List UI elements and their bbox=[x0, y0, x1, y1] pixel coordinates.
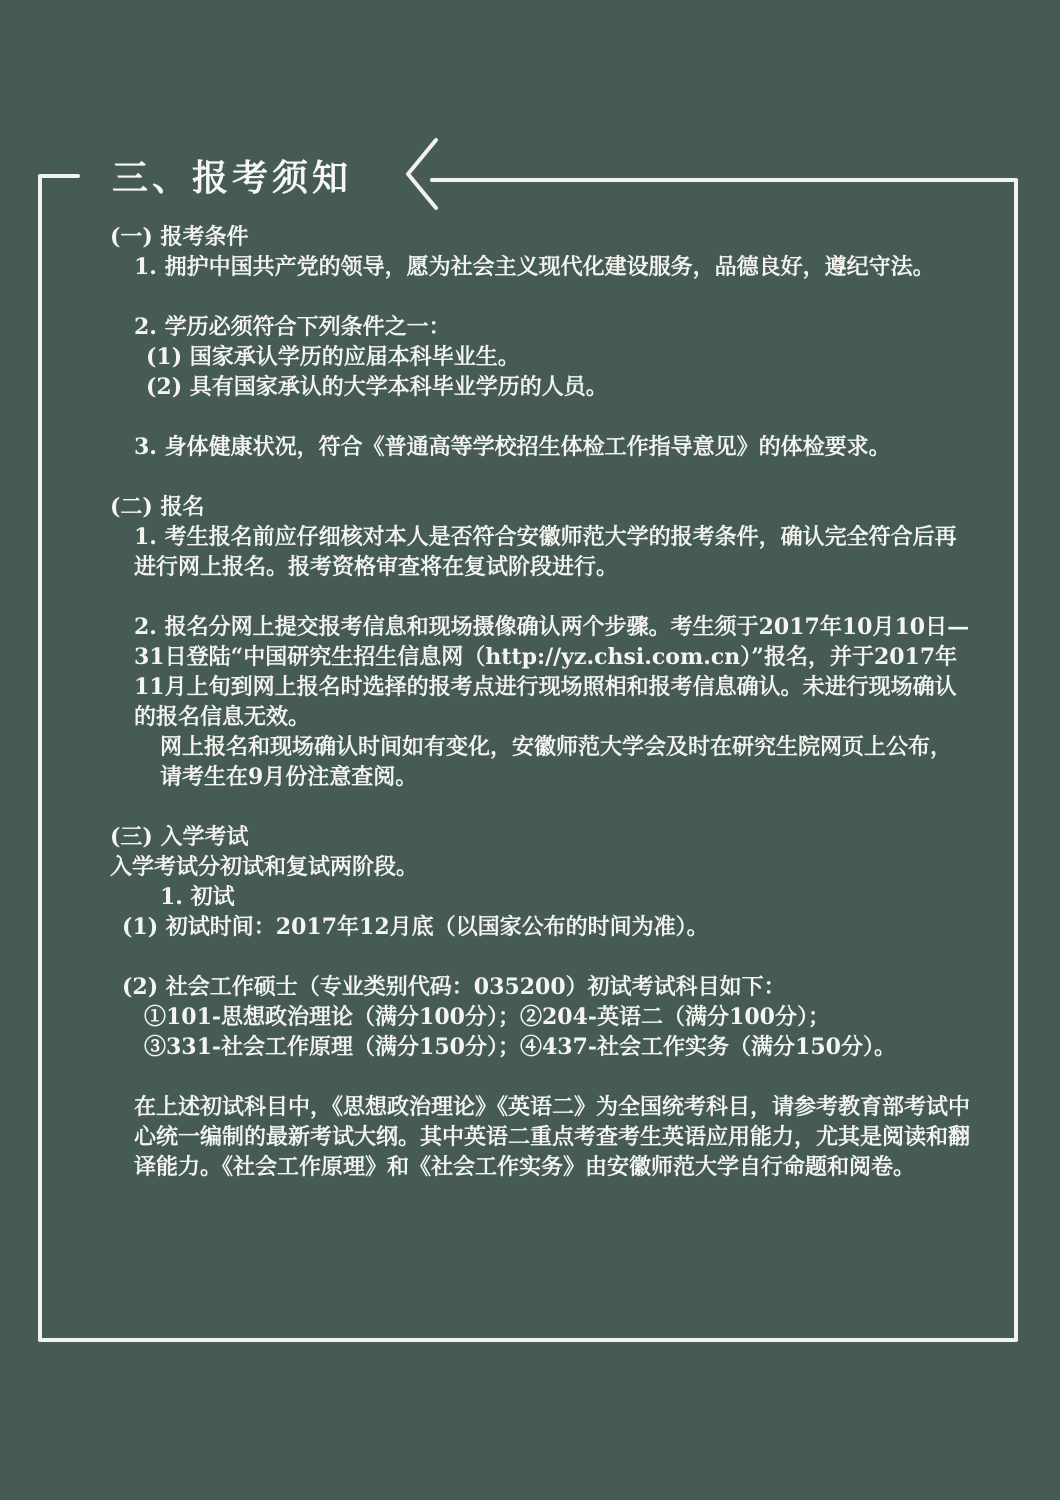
paragraph: 2. 学历必须符合下列条件之一： bbox=[134, 314, 451, 340]
paragraph: 2. 报名分网上提交报考信息和现场摄像确认两个步骤。考生须于2017年10月10日—31日登陆“中国研究生招生信息网（http://yz.chsi.com.cn）”报名，并于2017年11月上旬到网上报名时选择的报考点进行现场照相和报考信息确认。未进行现场确认的报名信息无效。 bbox=[134, 614, 970, 730]
notice-content bbox=[110, 222, 970, 1182]
section-heading-conditions: (一) 报考条件 bbox=[110, 224, 249, 250]
paragraph: 在上述初试科目中，《思想政治理论》《英语二》为全国统考科目，请参考教育部考试中心统一编制的最新考试大纲。其中英语二重点考查考生英语应用能力，尤其是阅读和翻译能力。《社会工作原理》和《社会工作实务》由安徽师范大学自行命题和阅卷。 bbox=[134, 1094, 971, 1180]
list-item: (1) 初试时间：2017年12月底（以国家公布的时间为准）。 bbox=[122, 914, 709, 940]
paragraph: 1. 考生报名前应仔细核对本人是否符合安徽师范大学的报考条件，确认完全符合后再进行网上报名。报考资格审查将在复试阶段进行。 bbox=[134, 524, 957, 580]
list-item: (2) 社会工作硕士（专业类别代码：035200）初试考试科目如下： bbox=[122, 974, 786, 1000]
section-heading-registration: (二) 报名 bbox=[110, 494, 205, 520]
subject-line: ①101-思想政治理论（满分100分）；②204-英语二（满分100分）； bbox=[144, 1004, 830, 1030]
paragraph: 网上报名和现场确认时间如有变化，安徽师范大学会及时在研究生院网页上公布，请考生在9月份注意查阅。 bbox=[160, 734, 953, 790]
sub-heading: 1. 初试 bbox=[160, 884, 235, 910]
list-item: (2) 具有国家承认的大学本科毕业学历的人员。 bbox=[146, 374, 608, 400]
paragraph: 1. 拥护中国共产党的领导，愿为社会主义现代化建设服务，品德良好，遵纪守法。 bbox=[134, 254, 935, 280]
list-item: (1) 国家承认学历的应届本科毕业生。 bbox=[146, 344, 520, 370]
paragraph: 3. 身体健康状况，符合《普通高等学校招生体检工作指导意见》的体检要求。 bbox=[134, 434, 891, 460]
chevron-left-icon bbox=[408, 140, 436, 208]
paragraph: 入学考试分初试和复试两阶段。 bbox=[110, 854, 419, 880]
page-title: 三、报考须知 bbox=[112, 158, 353, 199]
section-heading-exam: (三) 入学考试 bbox=[110, 824, 249, 850]
subject-line: ③331-社会工作原理（满分150分）；④437-社会工作实务（满分150分）。 bbox=[144, 1034, 896, 1060]
